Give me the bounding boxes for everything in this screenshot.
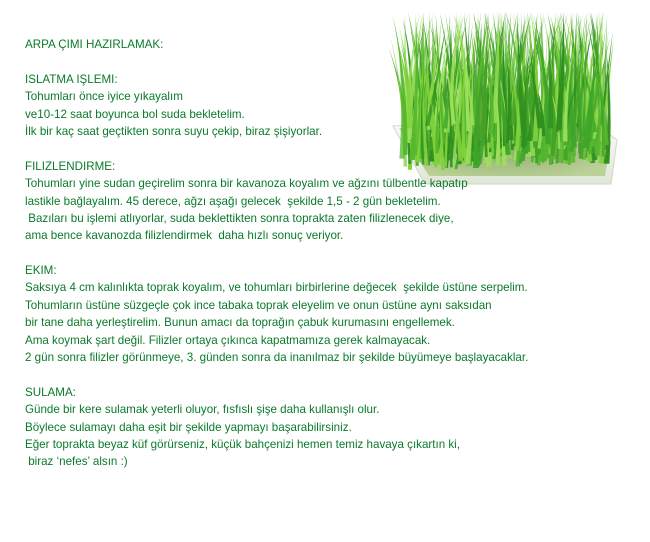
paragraph-gap xyxy=(25,140,635,157)
text-line: ve10-12 saat boyunca bol suda bekletelim. xyxy=(25,107,245,121)
text-line: bir tane daha yerleştirelim. Bunun amacı da toprağın çabuk kurumasını engellemek. xyxy=(25,316,455,330)
section-heading: SULAMA: xyxy=(25,385,76,399)
document-title: ARPA ÇIMI HAZIRLAMAK: xyxy=(25,38,164,51)
text-line: Günde bir kere sulamak yeterli oluyor, fısfıslı şişe daha kullanışlı olur. xyxy=(25,403,380,417)
section-heading: EKIM: xyxy=(25,264,57,278)
text-line: biraz ‘nefes’ alsın :) xyxy=(25,455,128,469)
text-line: lastikle bağlayalım. 45 derece, ağzı aşağı gelecek şekilde 1,5 - 2 gün bekletelim. xyxy=(25,194,441,208)
text-line: Saksıya 4 cm kalınlıkta toprak koyalım, ve tohumları birbirlerine değecek şekilde üstüne serpelim. xyxy=(25,281,528,295)
text-line: Böylece sulamayı daha eşit bir şekilde yapmayı başarabilirsiniz. xyxy=(25,420,352,434)
text-line: Tohumları yine sudan geçirelim sonra bir kavanoza koyalım ve ağzını tülbentle kapatıp xyxy=(25,177,468,191)
text-line: ama bence kavanozda filizlendirmek daha hızlı sonuç veriyor. xyxy=(25,229,344,243)
text-line: Ama koymak şart değil. Filizler ortaya çıkınca kapatmamıza gerek kalmayacak. xyxy=(25,333,431,347)
paragraph-gap xyxy=(25,366,635,383)
text-line: Tohumların üstüne süzgeçle çok ince tabaka toprak eleyelim ve onun üstüne aynı saksıdan xyxy=(25,298,492,312)
section-heading: FILIZLENDIRME: xyxy=(25,159,116,173)
document-body xyxy=(25,36,635,471)
paragraph-gap xyxy=(25,245,635,262)
text-line: Tohumları önce iyice yıkayalım xyxy=(25,90,183,104)
section-heading: ISLATMA IŞLEMI: xyxy=(25,72,118,86)
text-line: İlk bir kaç saat geçtikten sonra suyu çekip, biraz şişiyorlar. xyxy=(25,124,323,138)
text-line: 2 gün sonra filizler görünmeye, 3. günden sonra da inanılmaz bir şekilde büyümeye başlayacaklar. xyxy=(25,351,529,365)
text-line: Bazıları bu işlemi atlıyorlar, suda beklettikten sonra toprakta zaten filizlenecek diye, xyxy=(25,211,454,225)
text-line: Eğer toprakta beyaz küf görürseniz, küçük bahçenizi hemen temiz havaya çıkartın ki, xyxy=(25,437,460,451)
